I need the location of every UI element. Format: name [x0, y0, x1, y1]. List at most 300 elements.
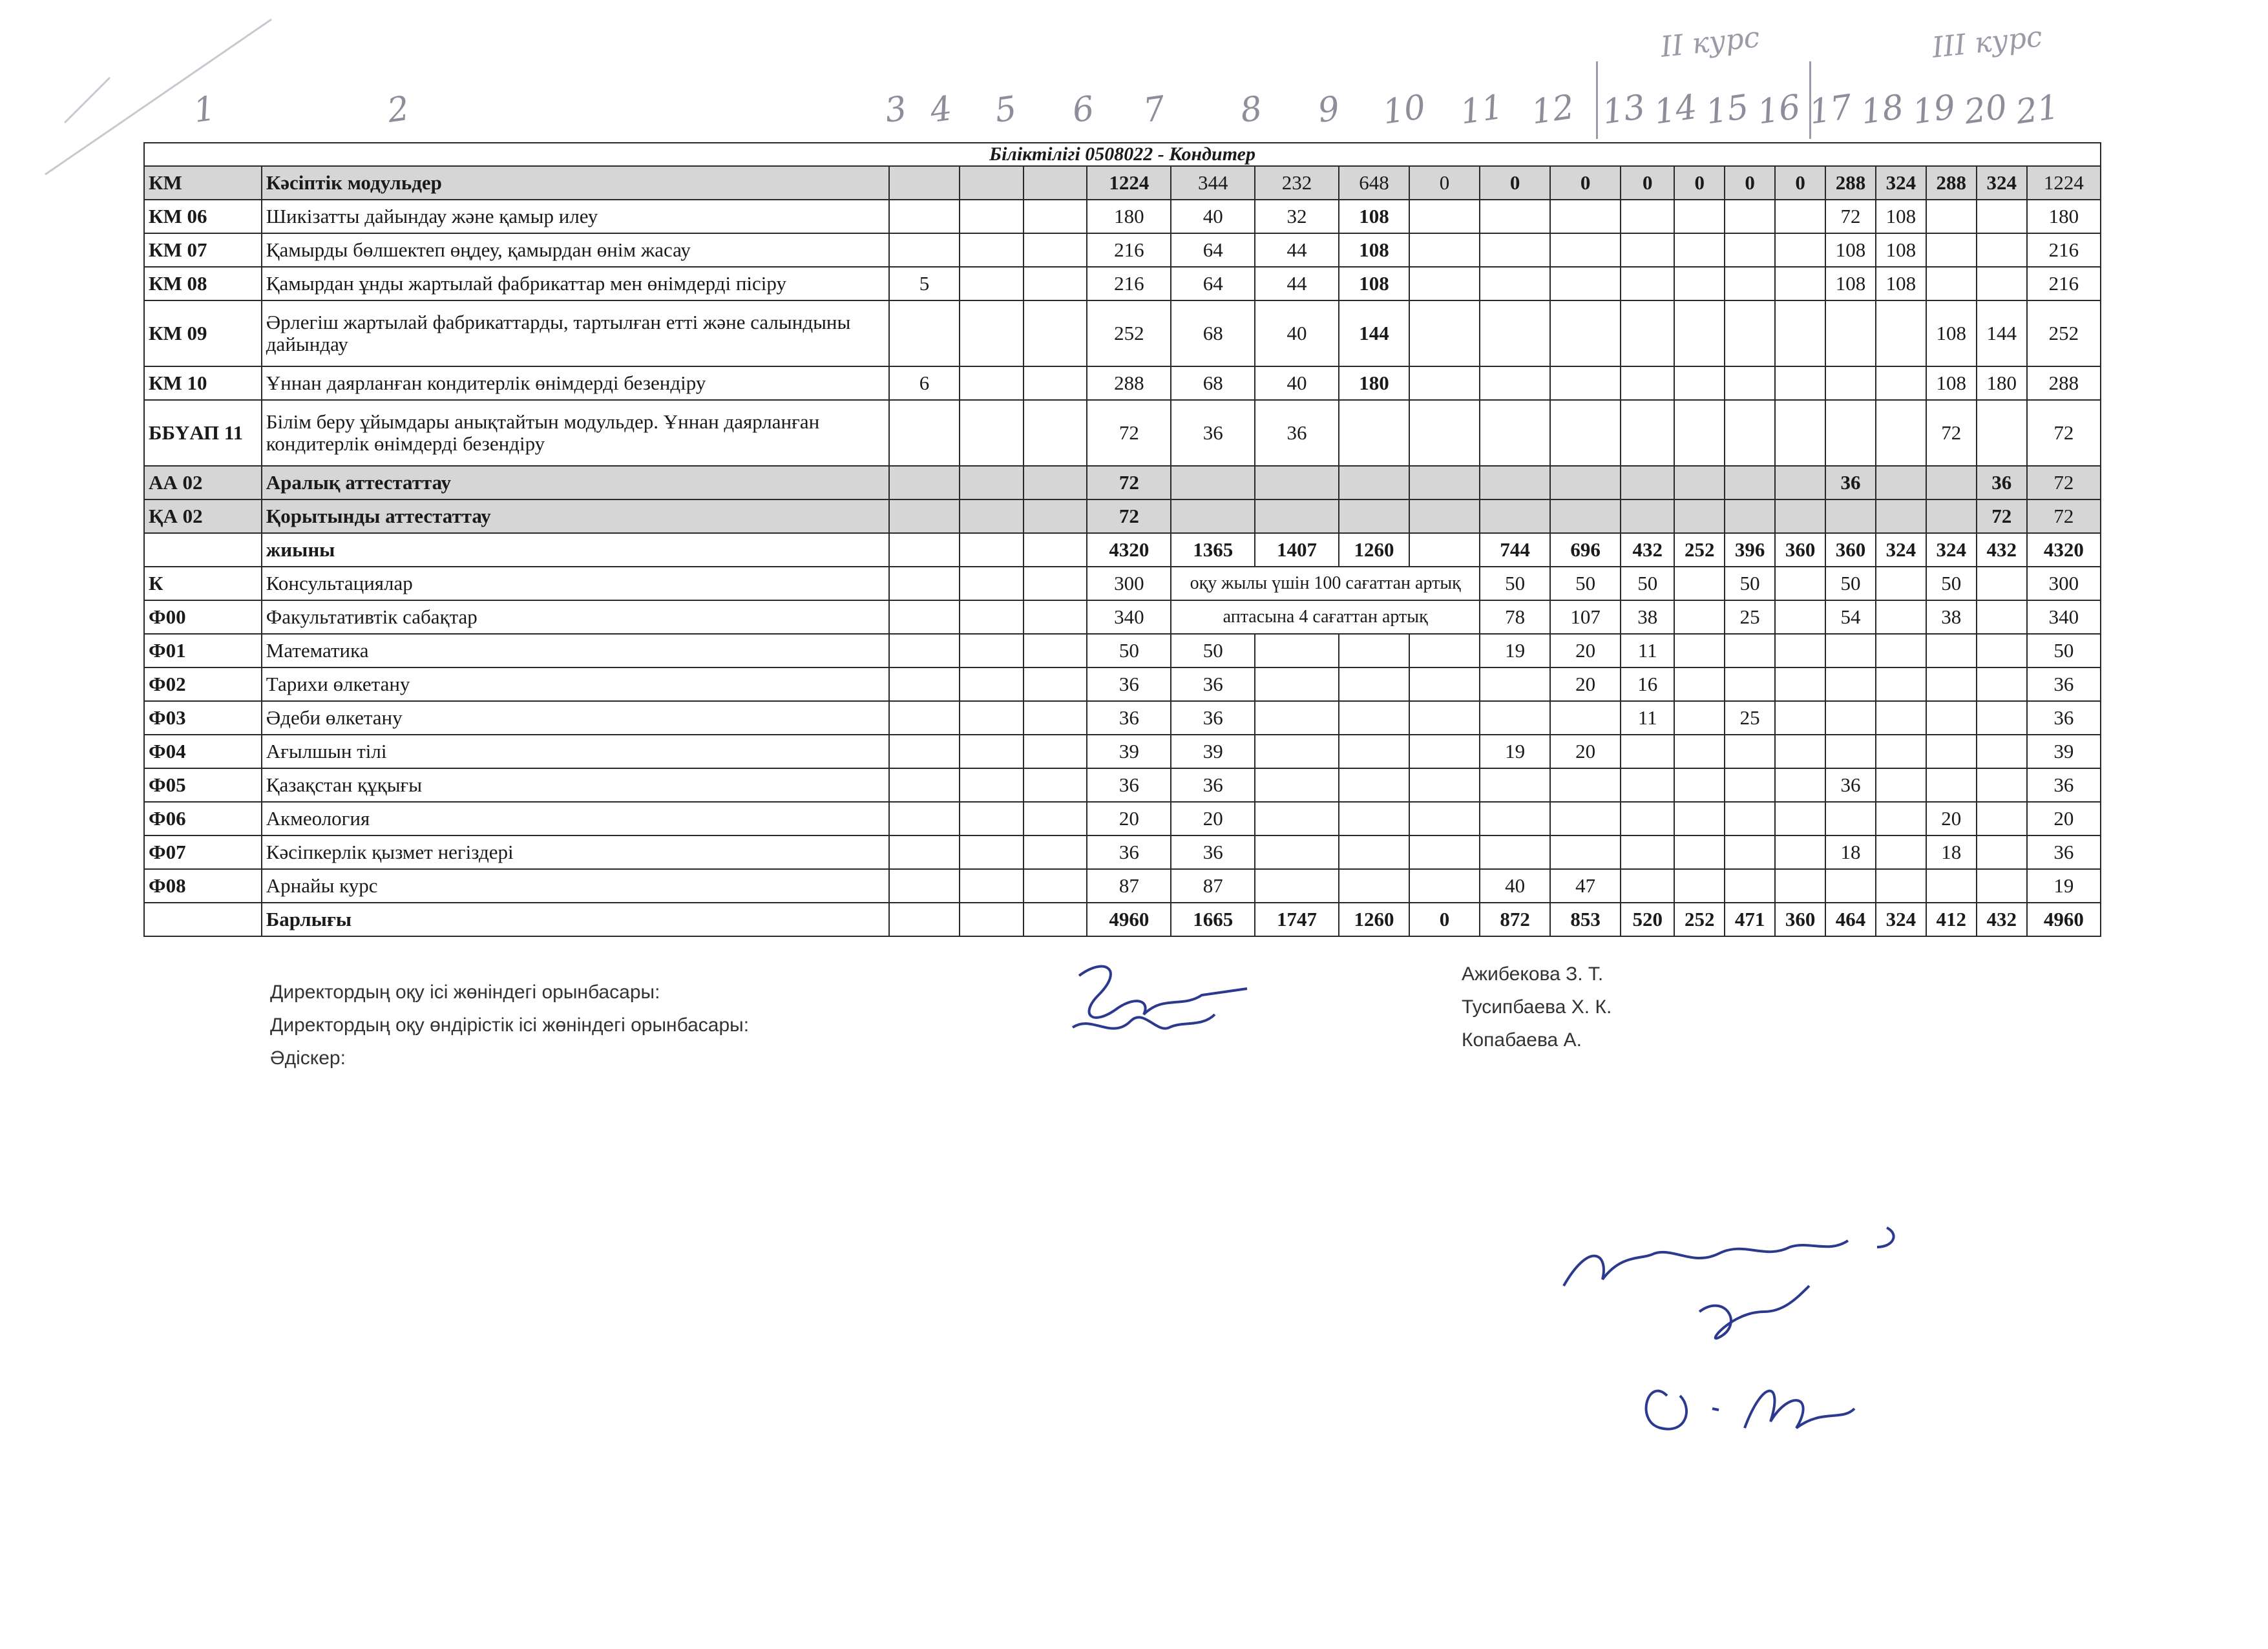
- table-cell: 11: [1621, 701, 1674, 735]
- table-cell: 1260: [1339, 903, 1409, 936]
- table-cell: [1775, 869, 1825, 903]
- table-cell: [1024, 768, 1087, 802]
- table-cell: 40: [1480, 869, 1550, 903]
- table-cell: 0: [1550, 166, 1621, 200]
- table-cell: [1024, 300, 1087, 366]
- table-cell: [1725, 802, 1775, 835]
- table-cell: Қамырды бөлшектеп өңдеу, қамырдан өнім жасау: [262, 233, 889, 267]
- table-cell: 19: [2027, 869, 2101, 903]
- table-cell: [1725, 366, 1775, 400]
- table-cell: [1674, 600, 1725, 634]
- table-cell: Білім беру ұйымдары анықтайтын модульдер. Ұннан даярланған кондитерлік өнімдерді безендіру: [262, 400, 889, 466]
- table-cell: [1339, 701, 1409, 735]
- table-cell: [1409, 835, 1480, 869]
- table-cell: [1024, 400, 1087, 466]
- table-cell: [1024, 701, 1087, 735]
- column-number: 8: [1237, 89, 1265, 131]
- table-cell: [1480, 667, 1550, 701]
- table-cell: [1550, 466, 1621, 499]
- table-cell: [1674, 768, 1725, 802]
- table-cell: [1977, 400, 2027, 466]
- table-cell: [1775, 835, 1825, 869]
- course-divider: [1596, 61, 1598, 139]
- table-cell: 20: [1171, 802, 1255, 835]
- signer-name: Копабаева А.: [1462, 1029, 1582, 1051]
- column-number: 2: [384, 89, 412, 131]
- table-cell: [1621, 499, 1674, 533]
- table-cell: [1775, 300, 1825, 366]
- table-cell: 68: [1171, 366, 1255, 400]
- column-number: 11: [1458, 87, 1506, 132]
- column-number: 4: [927, 89, 955, 131]
- table-cell: [1977, 869, 2027, 903]
- table-cell: [1825, 701, 1876, 735]
- table-cell: [889, 634, 960, 667]
- table-cell: [1876, 400, 1926, 466]
- table-cell: 0: [1674, 166, 1725, 200]
- table-cell: 872: [1480, 903, 1550, 936]
- table-cell: [1674, 634, 1725, 667]
- table-cell: 1365: [1171, 533, 1255, 567]
- table-cell: 144: [1977, 300, 2027, 366]
- table-cell: 72: [2027, 499, 2101, 533]
- table-cell: [1775, 735, 1825, 768]
- table-cell: [889, 802, 960, 835]
- table-cell: [889, 166, 960, 200]
- table-cell: [1024, 903, 1087, 936]
- curriculum-table: [143, 142, 2101, 937]
- table-cell: [889, 735, 960, 768]
- table-cell: [1977, 567, 2027, 600]
- table-cell: 216: [2027, 233, 2101, 267]
- table-cell: [1775, 600, 1825, 634]
- table-cell: 144: [1339, 300, 1409, 366]
- table-cell: КМ 07: [144, 233, 262, 267]
- table-cell: [960, 903, 1024, 936]
- table-cell: Барлығы: [262, 903, 889, 936]
- table-cell: [1550, 835, 1621, 869]
- table-cell: Ф07: [144, 835, 262, 869]
- table-cell: [1977, 768, 2027, 802]
- table-cell: [960, 667, 1024, 701]
- table-row: [144, 466, 2101, 499]
- column-number: 20: [1962, 87, 2010, 132]
- table-cell: 1747: [1255, 903, 1339, 936]
- table-cell: 44: [1255, 267, 1339, 300]
- table-cell: [1775, 200, 1825, 233]
- table-cell: 36: [1087, 667, 1171, 701]
- table-cell: [1825, 300, 1876, 366]
- table-cell: 108: [1926, 366, 1977, 400]
- table-cell: [960, 400, 1024, 466]
- table-cell: [1876, 567, 1926, 600]
- table-cell: Ф04: [144, 735, 262, 768]
- table-cell: 36: [1171, 701, 1255, 735]
- table-cell: [889, 869, 960, 903]
- table-cell: 20: [1926, 802, 1977, 835]
- table-cell: Ф06: [144, 802, 262, 835]
- table-cell: КМ 08: [144, 267, 262, 300]
- signer-name: Тусипбаева Х. К.: [1462, 996, 1612, 1018]
- table-cell: [1480, 768, 1550, 802]
- table-cell: [1024, 166, 1087, 200]
- column-number: 3: [882, 89, 910, 131]
- table-cell: [1725, 466, 1775, 499]
- course-note: III курс: [1930, 20, 2044, 65]
- table-cell: 107: [1550, 600, 1621, 634]
- table-cell: [1977, 701, 2027, 735]
- table-cell: [1171, 499, 1255, 533]
- table-cell: [960, 366, 1024, 400]
- table-cell: [1255, 499, 1339, 533]
- table-cell: [1977, 233, 2027, 267]
- table-row: [144, 735, 2101, 768]
- table-cell: Ф03: [144, 701, 262, 735]
- table-cell: [960, 567, 1024, 600]
- column-number: 14: [1652, 87, 1700, 132]
- table-cell: [960, 533, 1024, 567]
- table-cell: [1876, 499, 1926, 533]
- table-cell: 40: [1255, 366, 1339, 400]
- table-cell: 50: [2027, 634, 2101, 667]
- table-cell: 252: [2027, 300, 2101, 366]
- table-cell: 853: [1550, 903, 1621, 936]
- column-number: 6: [1069, 89, 1097, 131]
- table-cell: 40: [1171, 200, 1255, 233]
- table-cell: Қорытынды аттестаттау: [262, 499, 889, 533]
- table-cell: [1725, 869, 1775, 903]
- table-cell: [1409, 802, 1480, 835]
- table-cell: 50: [1725, 567, 1775, 600]
- table-cell: [1409, 466, 1480, 499]
- table-cell: [1876, 701, 1926, 735]
- table-cell: [1926, 869, 1977, 903]
- table-cell: [1024, 735, 1087, 768]
- table-cell: Шикізатты дайындау және қамыр илеу: [262, 200, 889, 233]
- table-cell: 108: [1339, 267, 1409, 300]
- table-cell: [1339, 466, 1409, 499]
- table-cell: [1255, 835, 1339, 869]
- table-cell: [1876, 634, 1926, 667]
- table-cell: 72: [1087, 400, 1171, 466]
- table-cell: [889, 200, 960, 233]
- table-cell: 324: [1876, 903, 1926, 936]
- table-cell: [1550, 802, 1621, 835]
- table-cell: [1674, 233, 1725, 267]
- table-cell: 87: [1171, 869, 1255, 903]
- table-cell: [1876, 869, 1926, 903]
- table-cell: [1725, 200, 1775, 233]
- table-cell: Ағылшын тілі: [262, 735, 889, 768]
- table-cell: [1977, 835, 2027, 869]
- table-cell: [1339, 768, 1409, 802]
- table-cell: [1926, 667, 1977, 701]
- table-cell: 4320: [1087, 533, 1171, 567]
- table-cell: 108: [1876, 200, 1926, 233]
- column-numbers: [129, 87, 2132, 149]
- table-cell: 4960: [2027, 903, 2101, 936]
- table-cell: [1674, 499, 1725, 533]
- table-cell: [1674, 667, 1725, 701]
- table-cell: [1674, 701, 1725, 735]
- table-cell: [1775, 634, 1825, 667]
- table-cell: 180: [1087, 200, 1171, 233]
- table-cell: 50: [1926, 567, 1977, 600]
- table-cell: [1621, 466, 1674, 499]
- table-cell: 288: [2027, 366, 2101, 400]
- table-cell: 288: [1087, 366, 1171, 400]
- table-cell: [1255, 634, 1339, 667]
- table-cell: Аралық аттестаттау: [262, 466, 889, 499]
- table-cell: [889, 567, 960, 600]
- table-cell: [1024, 533, 1087, 567]
- table-cell: 1224: [1087, 166, 1171, 200]
- table-cell: [960, 166, 1024, 200]
- table-row: [144, 768, 2101, 802]
- table-cell: [1409, 768, 1480, 802]
- column-number: 12: [1529, 87, 1577, 132]
- table-cell: [1255, 869, 1339, 903]
- table-cell: 36: [1171, 835, 1255, 869]
- table-cell: [1876, 466, 1926, 499]
- table-cell: 744: [1480, 533, 1550, 567]
- course-divider: [1809, 61, 1811, 139]
- table-cell: аптасына 4 сағаттан артық: [1171, 600, 1480, 634]
- column-number: 7: [1140, 89, 1168, 131]
- table-cell: [1725, 233, 1775, 267]
- qualification-title: Біліктілігі 0508022 - Кондитер: [144, 143, 2101, 166]
- table-cell: 36: [1087, 701, 1171, 735]
- table-cell: [960, 634, 1024, 667]
- table-cell: 6: [889, 366, 960, 400]
- table-cell: [889, 233, 960, 267]
- table-row: [144, 499, 2101, 533]
- table-cell: [1926, 466, 1977, 499]
- table-cell: 108: [1926, 300, 1977, 366]
- table-cell: 50: [1087, 634, 1171, 667]
- table-cell: 38: [1926, 600, 1977, 634]
- table-cell: 36: [1087, 835, 1171, 869]
- table-cell: [1409, 533, 1480, 567]
- table-cell: [1775, 366, 1825, 400]
- table-cell: [1024, 366, 1087, 400]
- table-cell: [1550, 768, 1621, 802]
- table-cell: 252: [1674, 903, 1725, 936]
- table-cell: [1255, 735, 1339, 768]
- table-cell: 18: [1825, 835, 1876, 869]
- table-cell: [1621, 233, 1674, 267]
- table-cell: [1409, 400, 1480, 466]
- table-row: [144, 903, 2101, 936]
- table-cell: [1621, 735, 1674, 768]
- table-cell: [1674, 802, 1725, 835]
- table-cell: 340: [1087, 600, 1171, 634]
- table-cell: [1977, 802, 2027, 835]
- table-cell: [960, 735, 1024, 768]
- table-cell: [1725, 735, 1775, 768]
- table-cell: Консультациялар: [262, 567, 889, 600]
- table-cell: [1255, 701, 1339, 735]
- table-cell: [1480, 466, 1550, 499]
- table-cell: Арнайы курс: [262, 869, 889, 903]
- table-cell: [1550, 200, 1621, 233]
- table-cell: [889, 300, 960, 366]
- table-cell: 180: [2027, 200, 2101, 233]
- course-note: II курс: [1659, 21, 1761, 64]
- table-cell: [1255, 466, 1339, 499]
- table-cell: [1775, 233, 1825, 267]
- table-cell: 471: [1725, 903, 1775, 936]
- table-cell: Ф02: [144, 667, 262, 701]
- table-cell: ҚА 02: [144, 499, 262, 533]
- table-cell: [960, 869, 1024, 903]
- table-cell: [1621, 768, 1674, 802]
- table-cell: [1674, 869, 1725, 903]
- table-cell: 360: [1775, 533, 1825, 567]
- table-cell: [1926, 735, 1977, 768]
- table-cell: 20: [2027, 802, 2101, 835]
- table-cell: 1260: [1339, 533, 1409, 567]
- table-cell: 696: [1550, 533, 1621, 567]
- signature-label: Директордың оқу ісі жөніндегі орынбасары:: [270, 982, 660, 1003]
- table-cell: 232: [1255, 166, 1339, 200]
- table-cell: 648: [1339, 166, 1409, 200]
- table-cell: [1775, 499, 1825, 533]
- table-cell: [1825, 366, 1876, 400]
- table-cell: [960, 300, 1024, 366]
- column-number: 18: [1858, 87, 1907, 132]
- signature-label: Әдіскер:: [270, 1047, 346, 1069]
- table-cell: [1409, 869, 1480, 903]
- table-row: [144, 701, 2101, 735]
- table-cell: 40: [1255, 300, 1339, 366]
- table-cell: [1024, 233, 1087, 267]
- table-cell: [1024, 499, 1087, 533]
- table-cell: [1725, 667, 1775, 701]
- table-cell: [1339, 802, 1409, 835]
- table-cell: [1480, 267, 1550, 300]
- table-cell: 340: [2027, 600, 2101, 634]
- table-cell: 180: [1977, 366, 2027, 400]
- table-cell: 19: [1480, 735, 1550, 768]
- table-cell: 1665: [1171, 903, 1255, 936]
- table-cell: [1725, 499, 1775, 533]
- table-cell: [1024, 802, 1087, 835]
- table-cell: [1725, 300, 1775, 366]
- signature-names: [1462, 958, 1612, 1056]
- table-cell: Қазақстан құқығы: [262, 768, 889, 802]
- table-cell: [1621, 835, 1674, 869]
- table-cell: [1775, 267, 1825, 300]
- table-cell: 412: [1926, 903, 1977, 936]
- table-row: [144, 267, 2101, 300]
- table-cell: [960, 499, 1024, 533]
- table-cell: [1621, 300, 1674, 366]
- table-cell: [889, 903, 960, 936]
- table-cell: [1621, 400, 1674, 466]
- table-cell: 68: [1171, 300, 1255, 366]
- table-cell: КМ: [144, 166, 262, 200]
- table-cell: [960, 466, 1024, 499]
- table-cell: 47: [1550, 869, 1621, 903]
- signature-labels: [270, 976, 749, 1075]
- table-row: [144, 200, 2101, 233]
- table-cell: [1621, 267, 1674, 300]
- column-number: 10: [1380, 87, 1429, 132]
- table-row: [144, 300, 2101, 366]
- table-cell: 0: [1725, 166, 1775, 200]
- table-cell: Ф05: [144, 768, 262, 802]
- table-cell: Ұннан даярланған кондитерлік өнімдерді безендіру: [262, 366, 889, 400]
- table-cell: [889, 466, 960, 499]
- table-cell: 108: [1876, 267, 1926, 300]
- table-cell: 180: [1339, 366, 1409, 400]
- table-cell: [960, 600, 1024, 634]
- table-cell: [1339, 835, 1409, 869]
- table-cell: 432: [1977, 903, 2027, 936]
- table-cell: [1550, 300, 1621, 366]
- table-cell: 1224: [2027, 166, 2101, 200]
- table-cell: [1825, 735, 1876, 768]
- table-cell: 72: [1977, 499, 2027, 533]
- table-cell: [1480, 835, 1550, 869]
- table-cell: [1409, 267, 1480, 300]
- table-cell: [1725, 634, 1775, 667]
- table-cell: [1825, 869, 1876, 903]
- table-cell: 36: [1825, 768, 1876, 802]
- table-cell: [1621, 869, 1674, 903]
- table-cell: [1339, 634, 1409, 667]
- table-cell: [1024, 466, 1087, 499]
- table-cell: 108: [1876, 233, 1926, 267]
- signature-label: Директордың оқу өндірістік ісі жөніндегі орынбасары:: [270, 1014, 750, 1036]
- table-cell: [1480, 366, 1550, 400]
- table-cell: 20: [1550, 634, 1621, 667]
- table-cell: 32: [1255, 200, 1339, 233]
- table-cell: [1876, 835, 1926, 869]
- table-cell: [1977, 634, 2027, 667]
- table-cell: Акмеология: [262, 802, 889, 835]
- table-cell: 72: [1825, 200, 1876, 233]
- table-cell: 360: [1775, 903, 1825, 936]
- table-cell: [1255, 667, 1339, 701]
- table-cell: 1407: [1255, 533, 1339, 567]
- table-cell: 36: [1255, 400, 1339, 466]
- table-cell: [1674, 400, 1725, 466]
- table-cell: [1550, 366, 1621, 400]
- table-cell: [1825, 634, 1876, 667]
- table-row: [144, 366, 2101, 400]
- table-cell: [889, 768, 960, 802]
- table-cell: [1024, 634, 1087, 667]
- table-cell: [1775, 768, 1825, 802]
- table-cell: 39: [2027, 735, 2101, 768]
- table-cell: [1825, 499, 1876, 533]
- table-cell: [1409, 366, 1480, 400]
- table-cell: 20: [1550, 667, 1621, 701]
- table-cell: [960, 835, 1024, 869]
- table-cell: 16: [1621, 667, 1674, 701]
- table-row: [144, 600, 2101, 634]
- table-cell: 324: [1876, 533, 1926, 567]
- table-cell: [1024, 567, 1087, 600]
- table-cell: 64: [1171, 267, 1255, 300]
- table-row: [144, 533, 2101, 567]
- table-row: [144, 567, 2101, 600]
- table-cell: 36: [1171, 667, 1255, 701]
- table-cell: 72: [1926, 400, 1977, 466]
- table-cell: 252: [1087, 300, 1171, 366]
